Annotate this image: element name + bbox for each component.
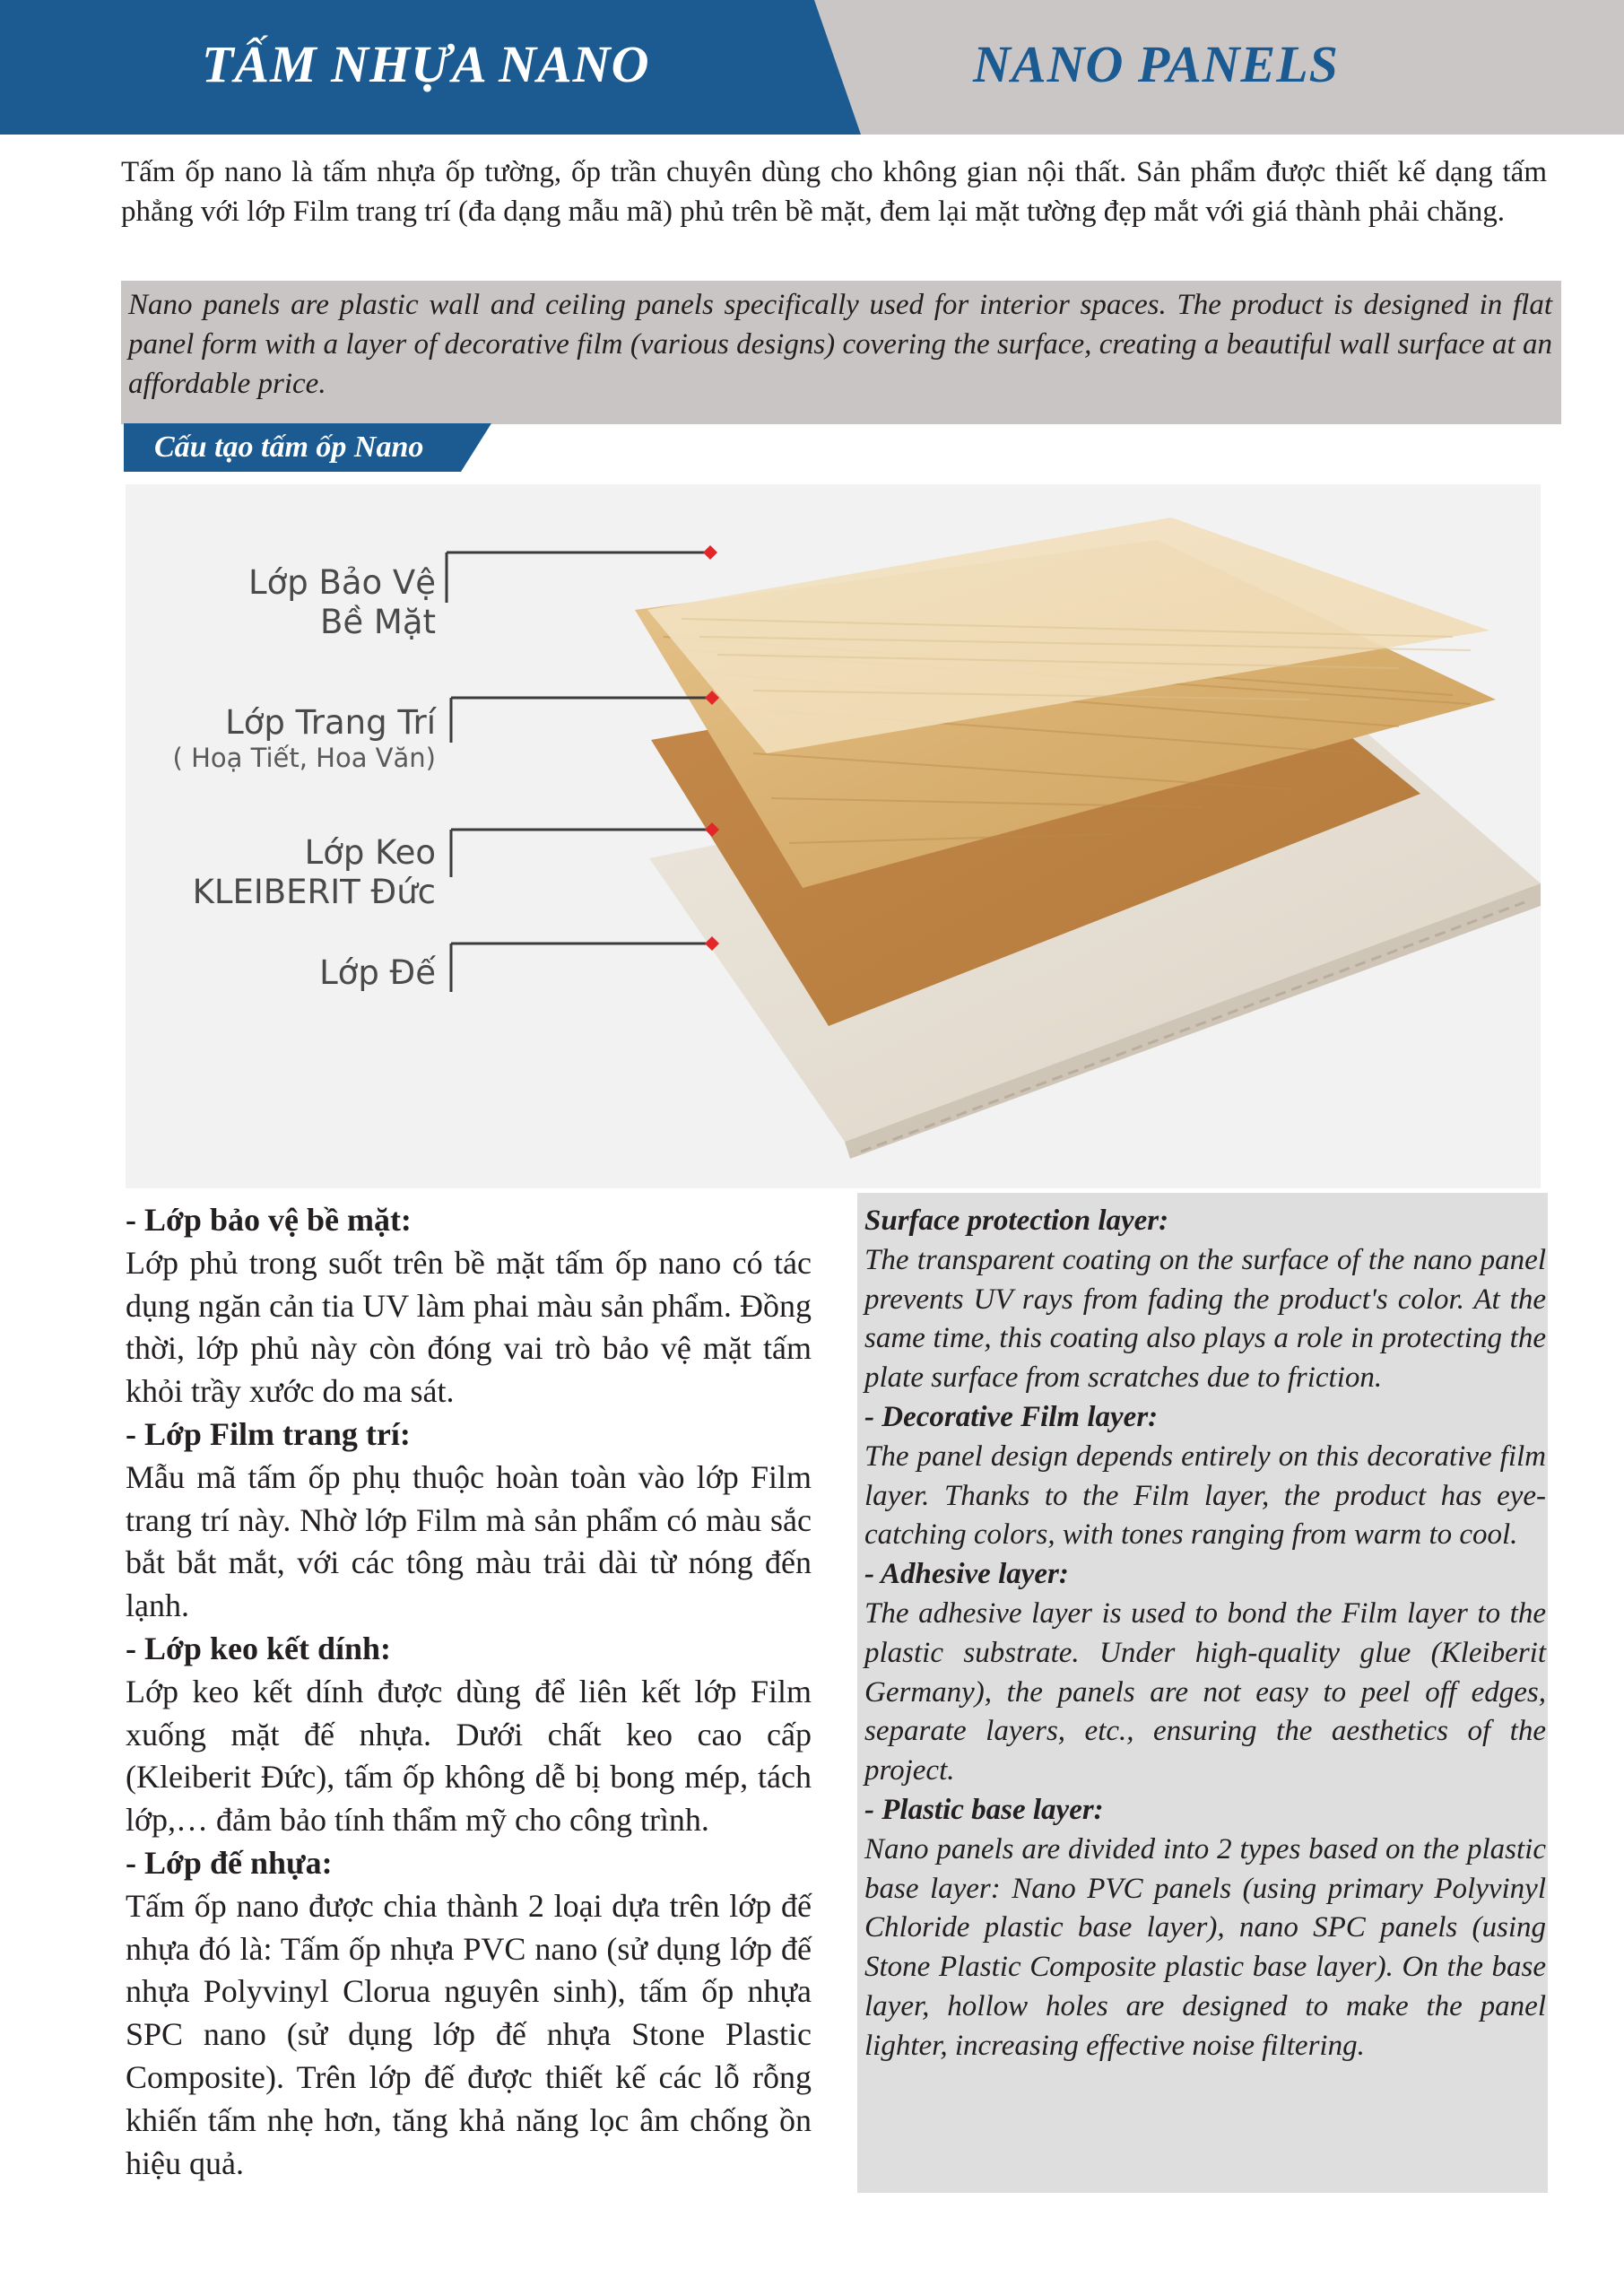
label-protective-line2: Bề Mặt	[319, 603, 436, 641]
heading-en-adhesive: - Adhesive layer:	[864, 1558, 1069, 1591]
label-protective-line1: Lớp Bảo Vệ	[248, 563, 436, 602]
text-vi-decorative: Mẫu mã tấm ốp phụ thuộc hoàn toàn vào lớp Film trang trí này. Nhờ lớp Film mà sản phẩm có màu sắc bắt bắt mắt, với các tông màu trải dài từ nóng đến lạnh.	[126, 1458, 812, 1624]
heading-vi-base: - Lớp đế nhựa:	[126, 1844, 333, 1881]
heading-vi-adhesive: - Lớp keo kết dính:	[126, 1630, 391, 1666]
header-title-vi: TẤM NHỰA NANO	[202, 35, 650, 93]
text-en-adhesive: The adhesive layer is used to bond the Film layer to the plastic substrate. Under high-quality glue (Kleiberit Germany), the panels are not easy to peel off edges, separate layers, etc., ensuring the aesthetics of the project.	[864, 1596, 1546, 1787]
header-title-en: NANO PANELS	[973, 35, 1339, 93]
label-protective-layer	[248, 563, 436, 642]
text-en-decorative: The panel design depends entirely on this decorative film layer. Thanks to the Film layer, the product has eye-catching colors, with tones ranging from warm to cool.	[864, 1439, 1546, 1552]
heading-en-protective: Surface protection layer:	[864, 1205, 1169, 1237]
label-decorative-layer	[173, 703, 436, 773]
heading-en-decorative: - Decorative Film layer:	[864, 1400, 1159, 1433]
layers-description-en	[857, 1193, 1548, 2193]
heading-vi-protective: - Lớp bảo vệ bề mặt:	[126, 1202, 412, 1238]
text-vi-adhesive: Lớp keo kết dính được dùng để liên kết lớp Film xuống mặt đế nhựa. Dưới chất keo cao cấp (Kleiberit Đức), tấm ốp không dễ bị bong mép, tách lớp,… đảm bảo tính thẩm mỹ cho công trình.	[126, 1673, 812, 1839]
layers-description-vi	[126, 1199, 812, 2185]
section-title: Cấu tạo tấm ốp Nano	[154, 430, 424, 464]
label-base-line1: Lớp Đế	[319, 953, 436, 992]
heading-en-base: - Plastic base layer:	[864, 1793, 1104, 1826]
section-title-tab	[124, 423, 491, 472]
intro-text-vi: Tấm ốp nano là tấm nhựa ốp tường, ốp trần chuyên dùng cho không gian nội thất. Sản phẩm được thiết kế dạng tấm phẳng với lớp Film trang trí (đa dạng mẫu mã) phủ trên bề mặt, đem lại mặt tường đẹp mắt với giá thành phải chăng.	[121, 156, 1547, 228]
header-banner	[0, 0, 1624, 135]
label-adhesive-line2: KLEIBERIT Đức	[192, 873, 436, 911]
label-decorative-line1: Lớp Trang Trí	[225, 703, 436, 742]
label-adhesive-layer	[193, 833, 436, 912]
intro-box-en	[121, 281, 1561, 424]
text-en-base: Nano panels are divided into 2 types based on the plastic base layer: Nano PVC panels (using primary Polyvinyl Chloride plastic base layer), nano SPC panels (using Stone Plastic Composite plastic base layer). On the base layer, hollow holes are designed to make the panel lighter, increasing effective noise filtering.	[864, 1832, 1546, 2062]
text-vi-base: Tấm ốp nano được chia thành 2 loại dựa trên lớp đế nhựa đó là: Tấm ốp nhựa PVC nano (sử dụng lớp đế nhựa Polyvinyl Clorua nguyên sinh), tấm ốp nhựa SPC nano (sử dụng lớp đế nhựa Stone Plastic Composite). Trên lớp đế được thiết kế các lỗ rỗng khiến tấm nhẹ hơn, tăng khả năng lọc âm chống ồn hiệu quả.	[126, 1887, 812, 2181]
label-adhesive-line1: Lớp Keo	[304, 833, 436, 872]
layer-diagram	[126, 484, 1541, 1188]
heading-vi-decorative: - Lớp Film trang trí:	[126, 1415, 411, 1452]
text-vi-protective: Lớp phủ trong suốt trên bề mặt tấm ốp nano có tác dụng ngăn cản tia UV làm phai màu sản phẩm. Đồng thời, lớp phủ này còn đóng vai trò bảo vệ mặt tấm khỏi trầy xước do ma sát.	[126, 1244, 812, 1410]
label-decorative-line2: ( Hoạ Tiết, Hoa Văn)	[172, 743, 436, 773]
label-base-layer	[319, 953, 436, 993]
text-en-protective: The transparent coating on the surface of the nano panel prevents UV rays from fading the product's color. At the same time, this coating also plays a role in protecting the plate surface from scratches due to friction.	[864, 1243, 1546, 1395]
intro-text-en: Nano panels are plastic wall and ceiling panels specifically used for interior spaces. The product is designed in flat panel form with a layer of decorative film (various designs) covering the surface, creating a beautiful wall surface at an affordable price.	[128, 289, 1552, 400]
